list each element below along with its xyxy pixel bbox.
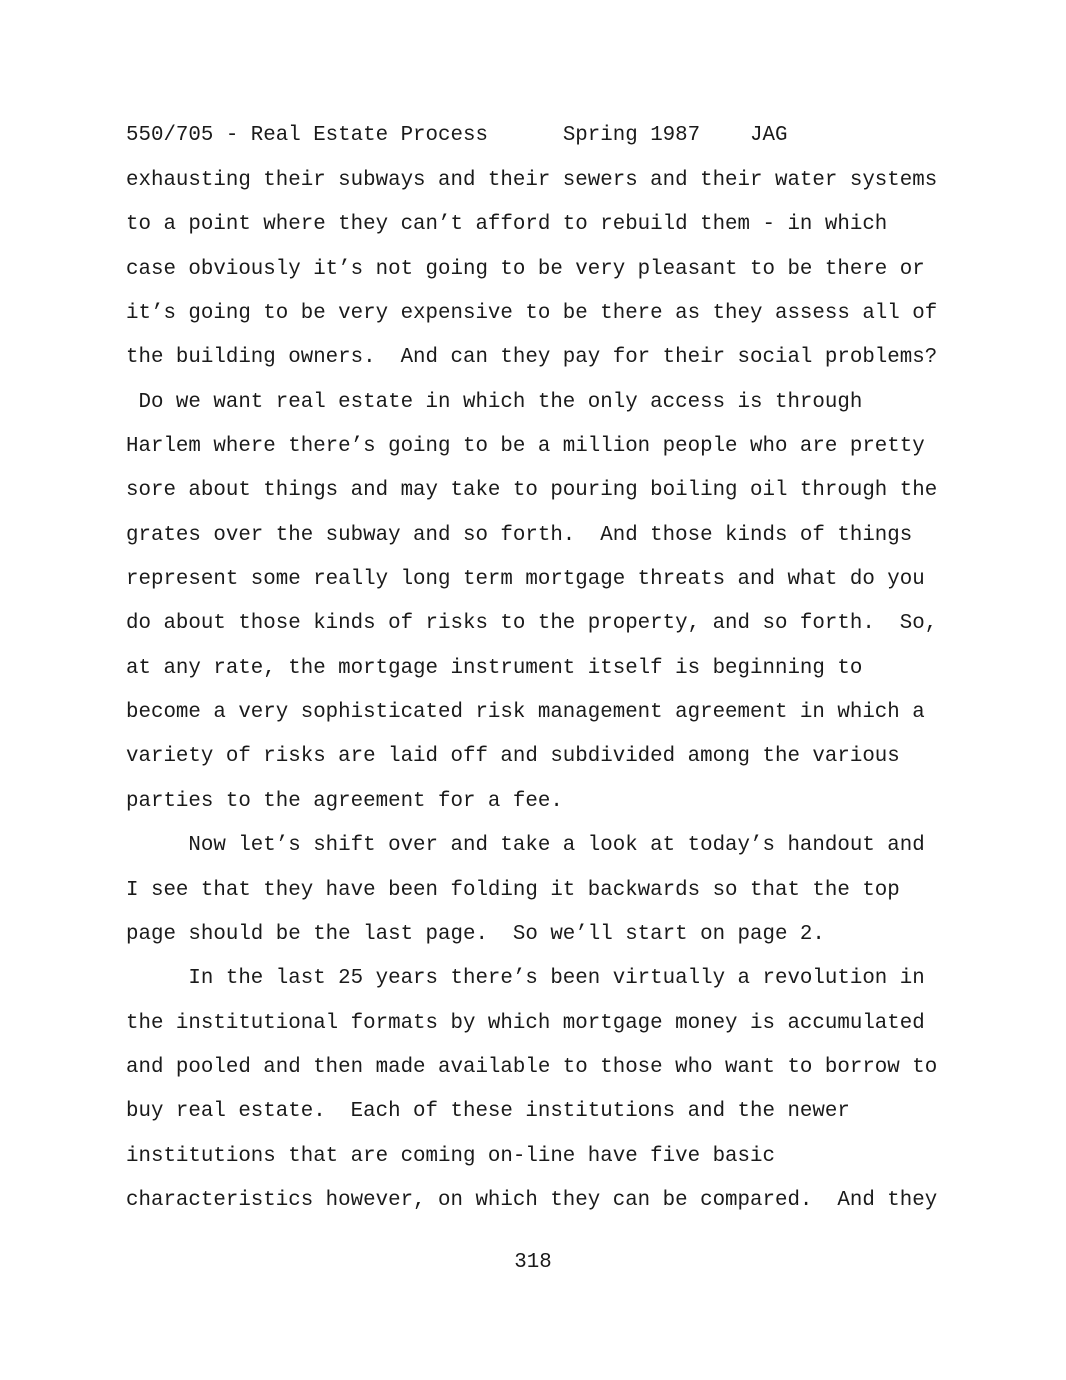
- text-line: buy real estate. Each of these institutions and the newer: [126, 1100, 850, 1124]
- header-spacer: [700, 124, 750, 147]
- text-line: the building owners. And can they pay for their social problems?: [126, 346, 938, 370]
- page-number: 318: [514, 1251, 552, 1274]
- header-spacer: [488, 124, 563, 147]
- text-line: at any rate, the mortgage instrument itself is beginning to: [126, 656, 863, 680]
- text-line: Do we want real estate in which the only access is through: [126, 390, 863, 414]
- text-line: Harlem where there’s going to be a million people who are pretty: [126, 435, 925, 459]
- text-line: Now let’s shift over and take a look at today’s handout and: [126, 834, 925, 858]
- course-title: 550/705 - Real Estate Process: [126, 124, 488, 147]
- text-line: to a point where they can’t afford to rebuild them - in which: [126, 213, 888, 237]
- text-line: grates over the subway and so forth. And those kinds of things: [126, 523, 913, 547]
- text-line: represent some really long term mortgage threats and what do you: [126, 568, 925, 592]
- page-header: [126, 123, 788, 149]
- text-line: page should be the last page. So we’ll start on page 2.: [126, 922, 825, 946]
- text-line: variety of risks are laid off and subdivided among the various: [126, 745, 900, 769]
- text-line: institutions that are coming on-line have five basic: [126, 1144, 775, 1168]
- text-line: and pooled and then made available to those who want to borrow to: [126, 1055, 938, 1079]
- text-line: I see that they have been folding it backwards so that the top: [126, 878, 900, 902]
- text-line: parties to the agreement for a fee.: [126, 789, 563, 813]
- text-line: sore about things and may take to pouring boiling oil through the: [126, 479, 938, 503]
- author-initials: JAG: [750, 124, 788, 147]
- text-line: do about those kinds of risks to the property, and so forth. So,: [126, 612, 938, 636]
- text-line: the institutional formats by which mortgage money is accumulated: [126, 1011, 925, 1035]
- text-line: it’s going to be very expensive to be there as they assess all of: [126, 302, 938, 326]
- text-line: exhausting their subways and their sewers and their water systems: [126, 169, 938, 192]
- text-line: In the last 25 years there’s been virtually a revolution in: [126, 967, 925, 991]
- term-label: Spring 1987: [562, 124, 701, 147]
- transcript-body: [126, 168, 956, 1232]
- text-line: case obviously it’s not going to be very pleasant to be there or: [126, 257, 925, 281]
- text-line: become a very sophisticated risk management agreement in which a: [126, 701, 925, 725]
- text-line: characteristics however, on which they can be compared. And they: [126, 1188, 938, 1212]
